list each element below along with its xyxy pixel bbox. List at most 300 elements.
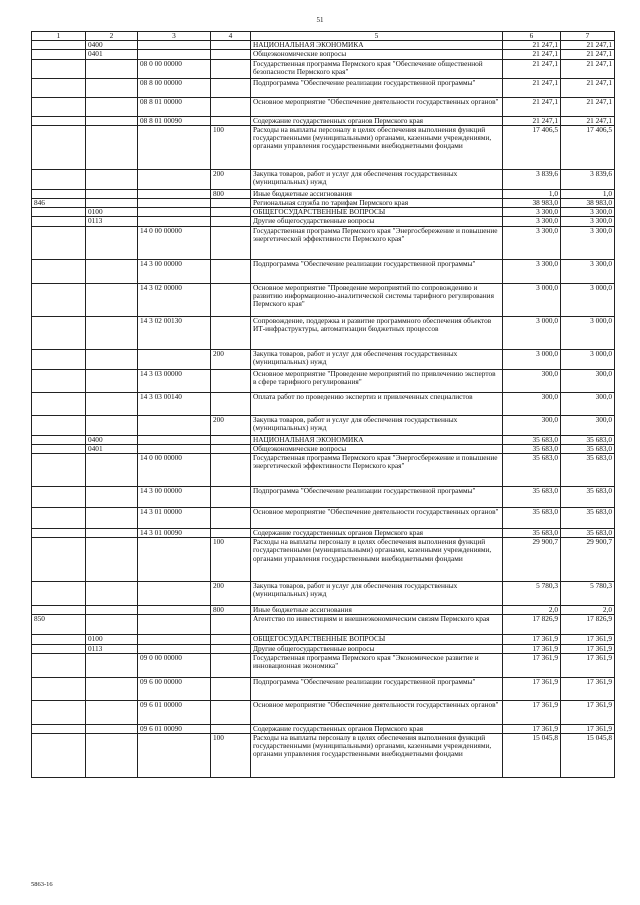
amount-2018-cell: 17 361,9 [561,653,615,677]
table-row [32,369,615,392]
ministry-code-cell [32,582,86,606]
amount-2018-cell: 21 247,1 [561,41,615,50]
table-row [32,283,615,316]
table-row [32,226,615,259]
ministry-code-cell [32,208,86,217]
amount-2017-cell: 3 000,0 [503,349,561,369]
target-article-cell [138,199,211,208]
section-code-cell [86,316,138,349]
expense-type-cell: 100 [211,125,251,169]
table-row [32,116,615,125]
ministry-code-cell [32,116,86,125]
section-code-cell: 0400 [86,41,138,50]
amount-2018-cell: 3 300,0 [561,208,615,217]
ministry-code-cell [32,50,86,59]
header-cell: 6 [503,32,561,41]
expense-type-cell: 200 [211,169,251,189]
amount-2018-cell: 35 683,0 [561,454,615,487]
header-cell: 1 [32,32,86,41]
ministry-code-cell [32,734,86,778]
header-row [32,32,615,41]
description-cell: Государственная программа Пермского края "Обеспечение общественной безопасности Пермского края" [251,59,503,78]
amount-2017-cell: 300,0 [503,369,561,392]
description-cell: Агентство по инвестициям и внешнеэкономическим связям Пермского края [251,615,503,635]
target-article-cell [138,125,211,169]
expense-type-cell [211,283,251,316]
amount-2018-cell: 35 683,0 [561,444,615,453]
section-code-cell [86,349,138,369]
section-code-cell [86,392,138,415]
section-code-cell [86,653,138,677]
ministry-code-cell [32,644,86,653]
target-article-cell [138,169,211,189]
amount-2018-cell: 17 361,9 [561,635,615,644]
table-row [32,606,615,615]
section-code-cell [86,508,138,529]
table-row [32,392,615,415]
target-article-cell: 14 0 00 00000 [138,454,211,487]
ministry-code-cell [32,349,86,369]
amount-2017-cell: 3 839,6 [503,169,561,189]
amount-2017-cell: 35 683,0 [503,435,561,444]
amount-2017-cell: 38 983,0 [503,199,561,208]
section-code-cell: 0113 [86,644,138,653]
table-row [32,349,615,369]
target-article-cell [138,217,211,226]
amount-2017-cell: 3 300,0 [503,217,561,226]
amount-2018-cell: 29 900,7 [561,538,615,582]
section-code-cell [86,283,138,316]
expense-type-cell: 200 [211,415,251,435]
expense-type-cell [211,78,251,97]
expense-type-cell [211,677,251,700]
expense-type-cell [211,508,251,529]
section-code-cell [86,189,138,198]
ministry-code-cell [32,653,86,677]
amount-2018-cell: 300,0 [561,369,615,392]
header-cell: 2 [86,32,138,41]
ministry-code-cell [32,529,86,538]
table-row [32,454,615,487]
amount-2018-cell: 21 247,1 [561,59,615,78]
table-row [32,538,615,582]
amount-2017-cell: 21 247,1 [503,78,561,97]
table-row [32,677,615,700]
amount-2018-cell: 3 300,0 [561,259,615,283]
section-code-cell [86,199,138,208]
expense-type-cell [211,615,251,635]
table-row [32,508,615,529]
table-row [32,199,615,208]
header-cell: 3 [138,32,211,41]
target-article-cell: 14 3 00 00000 [138,259,211,283]
section-code-cell: 0100 [86,635,138,644]
expense-type-cell [211,369,251,392]
description-cell: НАЦИОНАЛЬНАЯ ЭКОНОМИКА [251,41,503,50]
ministry-code-cell [32,125,86,169]
table-row [32,724,615,733]
table-row [32,50,615,59]
ministry-code-cell [32,369,86,392]
description-cell: Иные бюджетные ассигнования [251,189,503,198]
expense-type-cell [211,700,251,724]
amount-2018-cell: 17 361,9 [561,644,615,653]
target-article-cell: 09 6 01 00000 [138,700,211,724]
amount-2018-cell: 17 361,9 [561,700,615,724]
amount-2018-cell: 17 361,9 [561,677,615,700]
description-cell: НАЦИОНАЛЬНАЯ ЭКОНОМИКА [251,435,503,444]
amount-2018-cell: 21 247,1 [561,116,615,125]
footer-code: 5863-16 [31,881,53,888]
section-code-cell [86,125,138,169]
description-cell: Расходы на выплаты персоналу в целях обеспечения выполнения функций государственными (муниципальными) органами, казенными учреждениями, органами управления государственными внебюджетными фондами [251,125,503,169]
target-article-cell [138,41,211,50]
amount-2017-cell: 35 683,0 [503,444,561,453]
expense-type-cell [211,116,251,125]
table-row [32,615,615,635]
amount-2018-cell: 38 983,0 [561,199,615,208]
table-row [32,529,615,538]
amount-2018-cell: 15 045,8 [561,734,615,778]
table-row [32,444,615,453]
amount-2017-cell: 21 247,1 [503,59,561,78]
target-article-cell: 14 3 00 00000 [138,487,211,508]
table-row [32,734,615,778]
description-cell: Закупка товаров, работ и услуг для обеспечения государственных (муниципальных) нужд [251,582,503,606]
ministry-code-cell [32,487,86,508]
target-article-cell [138,415,211,435]
target-article-cell: 09 0 00 00000 [138,653,211,677]
table-row [32,125,615,169]
table-row [32,259,615,283]
section-code-cell [86,615,138,635]
ministry-code-cell [32,508,86,529]
amount-2018-cell: 3 000,0 [561,316,615,349]
description-cell: Другие общегосударственные вопросы [251,217,503,226]
section-code-cell [86,582,138,606]
amount-2017-cell: 3 000,0 [503,316,561,349]
description-cell: Содержание государственных органов Пермского края [251,529,503,538]
section-code-cell [86,259,138,283]
target-article-cell: 08 8 00 00000 [138,78,211,97]
description-cell: Расходы на выплаты персоналу в целях обеспечения выполнения функций государственными (муниципальными) органами, казенными учреждениями, органами управления государственными внебюджетными фондами [251,734,503,778]
table-row [32,78,615,97]
amount-2018-cell: 35 683,0 [561,487,615,508]
amount-2017-cell: 3 300,0 [503,226,561,259]
description-cell: Другие общегосударственные вопросы [251,644,503,653]
table-row [32,435,615,444]
description-cell: ОБЩЕГОСУДАРСТВЕННЫЕ ВОПРОСЫ [251,635,503,644]
section-code-cell: 0100 [86,208,138,217]
target-article-cell: 14 3 03 00140 [138,392,211,415]
amount-2018-cell: 5 780,3 [561,582,615,606]
section-code-cell [86,538,138,582]
ministry-code-cell [32,217,86,226]
description-cell: Региональная служба по тарифам Пермского края [251,199,503,208]
section-code-cell [86,59,138,78]
ministry-code-cell [32,189,86,198]
target-article-cell: 08 8 01 00000 [138,97,211,116]
amount-2017-cell: 21 247,1 [503,41,561,50]
section-code-cell [86,487,138,508]
amount-2018-cell: 300,0 [561,415,615,435]
amount-2017-cell: 15 045,8 [503,734,561,778]
section-code-cell: 0400 [86,435,138,444]
ministry-code-cell [32,435,86,444]
table-body [32,32,615,778]
description-cell: Закупка товаров, работ и услуг для обеспечения государственных (муниципальных) нужд [251,349,503,369]
amount-2018-cell: 17 361,9 [561,724,615,733]
expense-type-cell: 800 [211,189,251,198]
amount-2017-cell: 17 361,9 [503,677,561,700]
table-row [32,487,615,508]
ministry-code-cell [32,700,86,724]
target-article-cell: 14 3 02 00130 [138,316,211,349]
expense-type-cell [211,392,251,415]
ministry-code-cell: 846 [32,199,86,208]
amount-2017-cell: 17 361,9 [503,653,561,677]
description-cell: Основное мероприятие "Обеспечение деятельности государственных органов" [251,508,503,529]
description-cell: Общеэкономические вопросы [251,444,503,453]
ministry-code-cell [32,454,86,487]
section-code-cell [86,700,138,724]
expense-type-cell: 200 [211,349,251,369]
expense-type-cell [211,226,251,259]
amount-2018-cell: 2,0 [561,606,615,615]
description-cell: Подпрограмма "Обеспечение реализации государственной программы" [251,677,503,700]
amount-2018-cell: 3 000,0 [561,349,615,369]
table-row [32,700,615,724]
table-row [32,59,615,78]
description-cell: Подпрограмма "Обеспечение реализации государственной программы" [251,78,503,97]
target-article-cell: 08 8 01 00090 [138,116,211,125]
description-cell: Подпрограмма "Обеспечение реализации государственной программы" [251,259,503,283]
table-row [32,41,615,50]
description-cell: Государственная программа Пермского края "Энергосбережение и повышение энергетической эффективности Пермского края" [251,226,503,259]
description-cell: Общеэкономические вопросы [251,50,503,59]
amount-2017-cell: 300,0 [503,415,561,435]
ministry-code-cell [32,444,86,453]
amount-2017-cell: 35 683,0 [503,529,561,538]
target-article-cell [138,349,211,369]
table-row [32,97,615,116]
description-cell: Содержание государственных органов Пермского края [251,116,503,125]
description-cell: Государственная программа Пермского края "Экономическое развитие и инновационная экономика" [251,653,503,677]
amount-2017-cell: 17 406,5 [503,125,561,169]
section-code-cell [86,529,138,538]
amount-2018-cell: 35 683,0 [561,529,615,538]
amount-2017-cell: 300,0 [503,392,561,415]
expense-type-cell [211,41,251,50]
expense-type-cell [211,50,251,59]
amount-2018-cell: 1,0 [561,189,615,198]
target-article-cell: 14 3 01 00090 [138,529,211,538]
section-code-cell [86,226,138,259]
expense-type-cell [211,487,251,508]
target-article-cell: 14 0 00 00000 [138,226,211,259]
target-article-cell [138,615,211,635]
amount-2018-cell: 17 826,9 [561,615,615,635]
expense-type-cell [211,724,251,733]
amount-2017-cell: 35 683,0 [503,508,561,529]
section-code-cell [86,724,138,733]
target-article-cell: 14 3 02 00000 [138,283,211,316]
description-cell: Закупка товаров, работ и услуг для обеспечения государственных (муниципальных) нужд [251,169,503,189]
ministry-code-cell [32,41,86,50]
section-code-cell [86,369,138,392]
section-code-cell [86,415,138,435]
amount-2017-cell: 2,0 [503,606,561,615]
amount-2018-cell: 35 683,0 [561,508,615,529]
ministry-code-cell [32,283,86,316]
ministry-code-cell [32,59,86,78]
section-code-cell [86,97,138,116]
section-code-cell [86,116,138,125]
page-number: 51 [316,16,324,24]
table-row [32,316,615,349]
amount-2017-cell: 21 247,1 [503,97,561,116]
section-code-cell: 0401 [86,444,138,453]
table-row [32,582,615,606]
description-cell: Оплата работ по проведению экспертиз и привлеченных специалистов [251,392,503,415]
target-article-cell [138,734,211,778]
ministry-code-cell [32,78,86,97]
target-article-cell: 09 6 01 00090 [138,724,211,733]
amount-2017-cell: 17 361,9 [503,700,561,724]
amount-2017-cell: 3 300,0 [503,208,561,217]
section-code-cell [86,606,138,615]
target-article-cell [138,435,211,444]
section-code-cell [86,734,138,778]
section-code-cell [86,454,138,487]
expense-type-cell [211,435,251,444]
amount-2017-cell: 17 361,9 [503,644,561,653]
ministry-code-cell [32,677,86,700]
amount-2017-cell: 3 000,0 [503,283,561,316]
amount-2017-cell: 29 900,7 [503,538,561,582]
expense-type-cell [211,454,251,487]
amount-2018-cell: 3 300,0 [561,217,615,226]
header-cell: 4 [211,32,251,41]
expense-type-cell [211,653,251,677]
ministry-code-cell [32,97,86,116]
description-cell: Государственная программа Пермского края "Энергосбережение и повышение энергетической эффективности Пермского края" [251,454,503,487]
table-row [32,169,615,189]
section-code-cell [86,78,138,97]
ministry-code-cell [32,538,86,582]
expense-type-cell: 800 [211,606,251,615]
description-cell: Основное мероприятие "Обеспечение деятельности государственных органов" [251,97,503,116]
section-code-cell: 0113 [86,217,138,226]
amount-2018-cell: 300,0 [561,392,615,415]
expense-type-cell [211,644,251,653]
amount-2017-cell: 1,0 [503,189,561,198]
expense-type-cell [211,444,251,453]
amount-2018-cell: 21 247,1 [561,97,615,116]
amount-2018-cell: 21 247,1 [561,50,615,59]
amount-2018-cell: 3 000,0 [561,283,615,316]
section-code-cell: 0401 [86,50,138,59]
expense-type-cell [211,97,251,116]
target-article-cell [138,644,211,653]
amount-2017-cell: 21 247,1 [503,50,561,59]
target-article-cell [138,444,211,453]
section-code-cell [86,169,138,189]
description-cell: Закупка товаров, работ и услуг для обеспечения государственных (муниципальных) нужд [251,415,503,435]
description-cell: Подпрограмма "Обеспечение реализации государственной программы" [251,487,503,508]
target-article-cell [138,635,211,644]
target-article-cell [138,50,211,59]
expense-type-cell [211,199,251,208]
amount-2018-cell: 21 247,1 [561,78,615,97]
target-article-cell: 09 6 00 00000 [138,677,211,700]
description-cell: Основное мероприятие "Проведение мероприятий по привлечению экспертов в сфере тарифного регулирования" [251,369,503,392]
ministry-code-cell [32,259,86,283]
table-row [32,415,615,435]
ministry-code-cell [32,635,86,644]
amount-2017-cell: 21 247,1 [503,116,561,125]
expense-type-cell: 100 [211,734,251,778]
amount-2018-cell: 35 683,0 [561,435,615,444]
table-row [32,653,615,677]
target-article-cell: 14 3 01 00000 [138,508,211,529]
ministry-code-cell [32,316,86,349]
ministry-code-cell [32,415,86,435]
ministry-code-cell [32,226,86,259]
target-article-cell [138,606,211,615]
table-row [32,208,615,217]
ministry-code-cell [32,392,86,415]
section-code-cell [86,677,138,700]
description-cell: Основное мероприятие "Обеспечение деятельности государственных органов" [251,700,503,724]
target-article-cell [138,538,211,582]
amount-2017-cell: 5 780,3 [503,582,561,606]
expense-type-cell [211,59,251,78]
ministry-code-cell [32,724,86,733]
target-article-cell [138,208,211,217]
target-article-cell: 14 3 03 00000 [138,369,211,392]
amount-2017-cell: 17 361,9 [503,635,561,644]
amount-2017-cell: 35 683,0 [503,454,561,487]
expense-type-cell [211,217,251,226]
expense-type-cell [211,316,251,349]
target-article-cell [138,582,211,606]
description-cell: Содержание государственных органов Пермского края [251,724,503,733]
description-cell: Расходы на выплаты персоналу в целях обеспечения выполнения функций государственными (муниципальными) органами, казенными учреждениями, органами управления государственными внебюджетными фондами [251,538,503,582]
amount-2018-cell: 17 406,5 [561,125,615,169]
ministry-code-cell: 850 [32,615,86,635]
amount-2017-cell: 35 683,0 [503,487,561,508]
expense-type-cell [211,529,251,538]
amount-2018-cell: 3 839,6 [561,169,615,189]
description-cell: Основное мероприятие "Проведение мероприятий по сопровождению и развитию информационно-аналитической системы тарифного регулирования Пермского края" [251,283,503,316]
table-row [32,217,615,226]
description-cell: ОБЩЕГОСУДАРСТВЕННЫЕ ВОПРОСЫ [251,208,503,217]
expense-type-cell [211,208,251,217]
target-article-cell [138,189,211,198]
table-row [32,189,615,198]
description-cell: Иные бюджетные ассигнования [251,606,503,615]
table-row [32,644,615,653]
description-cell: Сопровождение, поддержка и развитие программного обеспечения объектов ИТ-инфраструктуры, автоматизации бюджетных процессов [251,316,503,349]
target-article-cell: 08 0 00 00000 [138,59,211,78]
header-cell: 5 [251,32,503,41]
expense-type-cell [211,635,251,644]
ministry-code-cell [32,169,86,189]
ministry-code-cell [32,606,86,615]
expense-type-cell: 200 [211,582,251,606]
amount-2017-cell: 17 826,9 [503,615,561,635]
